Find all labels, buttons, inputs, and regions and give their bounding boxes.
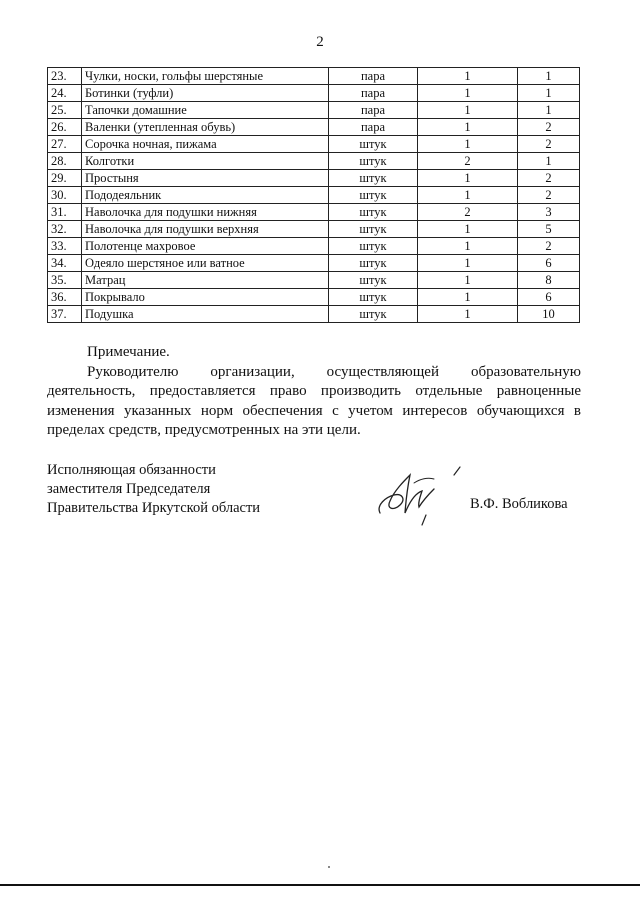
row-number-cell: 23.	[48, 68, 82, 85]
unit-of-measure-cell: штук	[329, 255, 418, 272]
note-text: Руководителю организации, осуществляющей образовательную деятельность, предоставляется право производить отдельные равноценные изменения указанных норм обеспечения с учетом интересов обучающихся в пределах средств, предусмотренных на эти цели.	[47, 363, 581, 438]
table-row	[48, 153, 580, 170]
item-name-cell: Полотенце махровое	[82, 238, 329, 255]
table-row	[48, 289, 580, 306]
unit-of-measure-cell: пара	[329, 102, 418, 119]
item-name-cell: Пододеяльник	[82, 187, 329, 204]
signature-position-line-3: Правительства Иркутской области	[47, 500, 261, 516]
quantity-cell: 1	[418, 221, 518, 238]
quantity-cell: 1	[418, 102, 518, 119]
wear-period-cell: 2	[518, 136, 580, 153]
quantity-cell: 1	[418, 289, 518, 306]
quantity-cell: 2	[418, 204, 518, 221]
page-number: 2	[316, 34, 324, 50]
wear-period-cell: 2	[518, 170, 580, 187]
item-name-cell: Простыня	[82, 170, 329, 187]
row-number-cell: 29.	[48, 170, 82, 187]
note-section	[47, 343, 581, 441]
wear-period-cell: 1	[518, 85, 580, 102]
quantity-cell: 1	[418, 119, 518, 136]
wear-period-cell: 2	[518, 238, 580, 255]
row-number-cell: 24.	[48, 85, 82, 102]
quantity-cell: 1	[418, 85, 518, 102]
wear-period-cell: 2	[518, 187, 580, 204]
quantity-cell: 1	[418, 238, 518, 255]
row-number-cell: 33.	[48, 238, 82, 255]
wear-period-cell: 5	[518, 221, 580, 238]
row-number-cell: 32.	[48, 221, 82, 238]
wear-period-cell: 6	[518, 289, 580, 306]
table-row	[48, 255, 580, 272]
signatory-name: В.Ф. Вобликова	[470, 496, 568, 512]
unit-of-measure-cell: штук	[329, 204, 418, 221]
unit-of-measure-cell: штук	[329, 170, 418, 187]
unit-of-measure-cell: штук	[329, 238, 418, 255]
item-name-cell: Сорочка ночная, пижама	[82, 136, 329, 153]
quantity-cell: 1	[418, 187, 518, 204]
unit-of-measure-cell: штук	[329, 272, 418, 289]
row-number-cell: 30.	[48, 187, 82, 204]
table-row	[48, 238, 580, 255]
item-name-cell: Матрац	[82, 272, 329, 289]
table-row	[48, 170, 580, 187]
table-row	[48, 204, 580, 221]
unit-of-measure-cell: штук	[329, 221, 418, 238]
table-row	[48, 102, 580, 119]
quantity-cell: 1	[418, 255, 518, 272]
item-name-cell: Подушка	[82, 306, 329, 323]
table-row	[48, 187, 580, 204]
row-number-cell: 31.	[48, 204, 82, 221]
row-number-cell: 34.	[48, 255, 82, 272]
item-name-cell: Наволочка для подушки верхняя	[82, 221, 329, 238]
table-row	[48, 119, 580, 136]
signature-block	[47, 461, 367, 518]
quantity-cell: 1	[418, 272, 518, 289]
row-number-cell: 28.	[48, 153, 82, 170]
table-row	[48, 85, 580, 102]
item-name-cell: Валенки (утепленная обувь)	[82, 119, 329, 136]
table-row	[48, 221, 580, 238]
row-number-cell: 27.	[48, 136, 82, 153]
item-name-cell: Колготки	[82, 153, 329, 170]
note-title: Примечание.	[87, 344, 170, 360]
row-number-cell: 26.	[48, 119, 82, 136]
wear-period-cell: 8	[518, 272, 580, 289]
item-name-cell: Тапочки домашние	[82, 102, 329, 119]
quantity-cell: 1	[418, 170, 518, 187]
unit-of-measure-cell: пара	[329, 85, 418, 102]
unit-of-measure-cell: штук	[329, 153, 418, 170]
wear-period-cell: 10	[518, 306, 580, 323]
unit-of-measure-cell: штук	[329, 306, 418, 323]
table-row	[48, 306, 580, 323]
quantity-cell: 2	[418, 153, 518, 170]
table-row	[48, 272, 580, 289]
row-number-cell: 37.	[48, 306, 82, 323]
item-name-cell: Наволочка для подушки нижняя	[82, 204, 329, 221]
wear-period-cell: 6	[518, 255, 580, 272]
norms-table-body	[48, 68, 580, 323]
wear-period-cell: 2	[518, 119, 580, 136]
unit-of-measure-cell: штук	[329, 289, 418, 306]
item-name-cell: Ботинки (туфли)	[82, 85, 329, 102]
quantity-cell: 1	[418, 136, 518, 153]
item-name-cell: Покрывало	[82, 289, 329, 306]
wear-period-cell: 1	[518, 153, 580, 170]
table-row	[48, 136, 580, 153]
quantity-cell: 1	[418, 306, 518, 323]
item-name-cell: Чулки, носки, гольфы шерстяные	[82, 68, 329, 85]
unit-of-measure-cell: штук	[329, 136, 418, 153]
table-row	[48, 68, 580, 85]
norms-table	[47, 67, 580, 323]
scan-speck	[328, 866, 330, 868]
wear-period-cell: 1	[518, 102, 580, 119]
unit-of-measure-cell: пара	[329, 68, 418, 85]
unit-of-measure-cell: штук	[329, 187, 418, 204]
wear-period-cell: 1	[518, 68, 580, 85]
item-name-cell: Одеяло шерстяное или ватное	[82, 255, 329, 272]
signature-position-line-2: заместителя Председателя	[47, 481, 211, 497]
row-number-cell: 35.	[48, 272, 82, 289]
page-bottom-edge	[0, 884, 640, 886]
unit-of-measure-cell: пара	[329, 119, 418, 136]
signature-position-line-1: Исполняющая обязанности	[47, 462, 216, 478]
row-number-cell: 25.	[48, 102, 82, 119]
quantity-cell: 1	[418, 68, 518, 85]
row-number-cell: 36.	[48, 289, 82, 306]
handwritten-signature	[372, 455, 472, 530]
wear-period-cell: 3	[518, 204, 580, 221]
